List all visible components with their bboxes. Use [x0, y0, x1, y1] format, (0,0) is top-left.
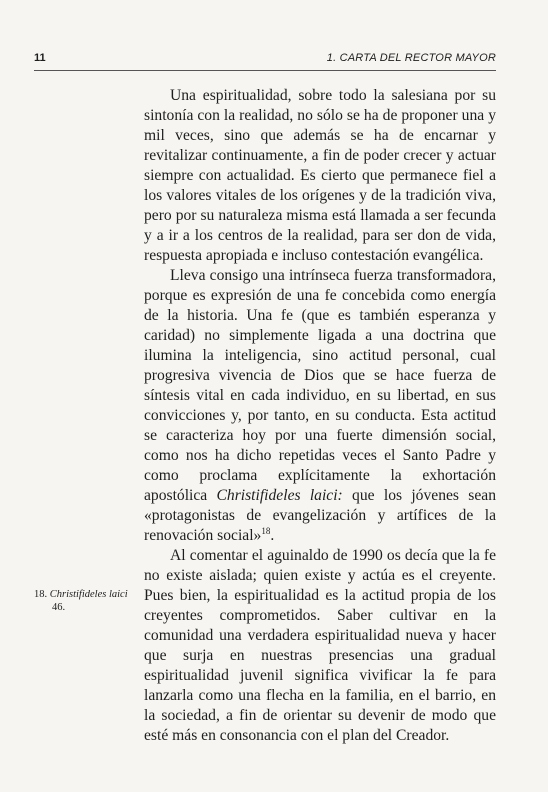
- body-text: [144, 86, 496, 746]
- paragraph-2: [144, 266, 496, 546]
- paragraph-2-text-a: Lleva consigo una intrínseca fuerza transformadora, porque es expresión de una fe concebida como energía de la historia. Una fe (que es también esperanza y caridad) no simplemente ligada a una doctrina que ilumina la inteligencia, sino actitud personal, cual progresiva vivencia de Dios que se hace fuerza de síntesis vital en cada individuo, en su libertad, en sus convicciones y, por tanto, en su conducta. Esta actitud se caracteriza hoy por una fuerte dimensión social, como nos ha dicho repetidas veces el Santo Padre y como proclama explícitamente la exhortación apostólica: [144, 267, 496, 504]
- paragraph-1: Una espiritualidad, sobre todo la salesiana por su sintonía con la realidad, no sólo se ha de proponer una y mil veces, sino que además se ha de encarnar y revitalizar continuamente, a fin de poder crecer y actuar siempre con actualidad. Es cierto que permanece fiel a los valores vitales de los orígenes y de la tradición viva, pero por su naturaleza misma está llamada a ser fecunda y a ir a los centros de la realidad, para ser don de vida, respuesta apropiada e incluso contestación evangélica.: [144, 87, 496, 264]
- page-number: 11: [34, 52, 46, 64]
- footnote-reference: 46.: [52, 602, 66, 613]
- paragraph-3: Al comentar el aguinaldo de 1990 os decía que la fe no existe aislada; quien existe y actúa es el creyente. Pues bien, la espiritualidad es la actitud propia de los creyentes comprometidos. Saber cultivar en la comunidad una verdadera espiritualidad nueva y hacer que surja en nuestras presencias una gradual espiritualidad juvenil significa vivificar la fe para lanzarla como una flecha en la familia, en el barrio, en la sociedad, a fin de orientar su devenir de modo que esté más en consonancia con el plan del Creador.: [144, 547, 496, 744]
- running-head: [34, 52, 496, 71]
- paragraph-2-end: .: [270, 527, 275, 544]
- footnote-marker: 18: [261, 525, 271, 536]
- paragraph-2-text-b: que los jóvenes sean «protagonistas de evangelización y artífices de la renovación social»: [144, 487, 496, 544]
- chapter-title: 1. CARTA DEL RECTOR MAYOR: [326, 52, 496, 64]
- document-title-italic: Christifideles laici:: [216, 487, 343, 504]
- footnote-title: Christifideles laici: [49, 589, 128, 600]
- footnote-18: [34, 588, 138, 614]
- footnote-number: 18.: [34, 589, 48, 600]
